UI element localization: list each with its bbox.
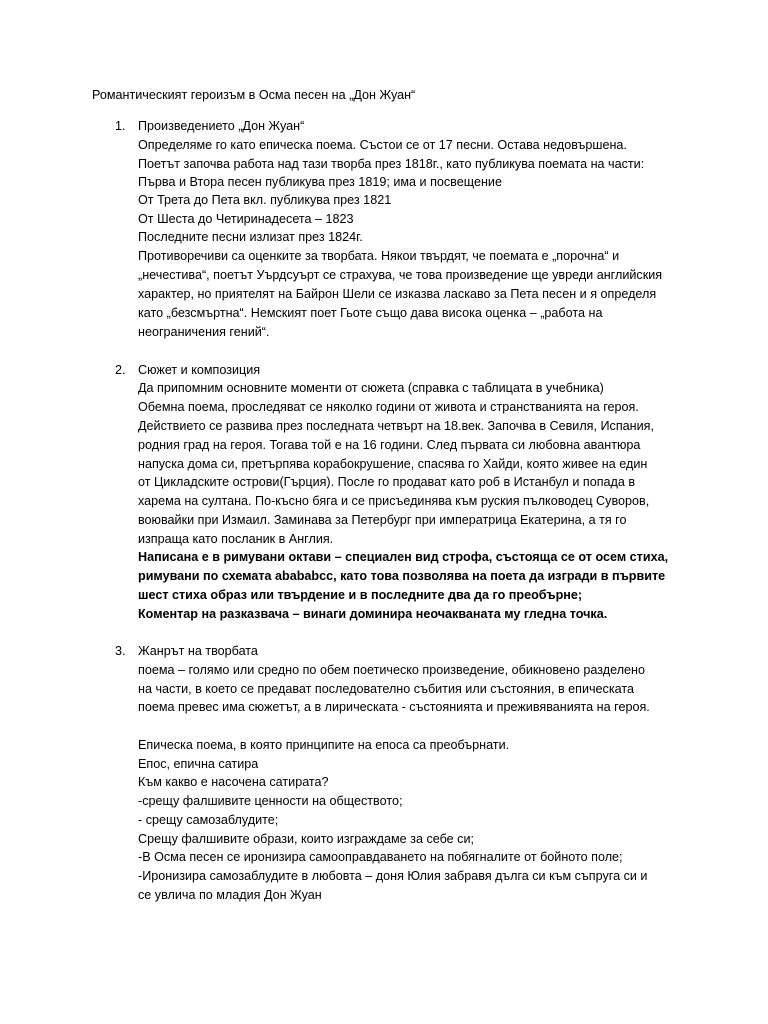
section-1-line: Противоречиви са оценките за творбата. Някои твърдят, че поемата е „порочна“ и [138,249,620,263]
section-3-extra-line: се увлича по младия Дон Жуан [138,888,322,902]
section-3-extra-line: Епос, епична сатира [138,757,259,771]
document-title: Романтическият героизъм в Осма песен на „Дон Жуан“ [92,88,416,102]
section-1-line: Определяме го като епическа поема. Състои се от 17 песни. Остава недовършена. [138,138,627,152]
section-2-line: воювайки при Измаил. Заминава за Петербург при императрица Екатерина, а тя го [138,513,627,527]
section-3-number: 3. [115,644,126,658]
section-3-line: на части, в което се предават последователно събития или състояния, в епическата [138,682,635,696]
section-1-line: характер, но приятелят на Байрон Шели се изказва ласкаво за Пета песен и я определя [138,287,657,301]
section-3-extra-line: Срещу фалшивите образи, които изграждаме за себе си; [138,832,475,846]
section-2-line: Да припомним основните моменти от сюжета (справка с таблицата в учебника) [138,381,604,395]
section-1-line: От Шеста до Четиринадесета – 1823 [138,212,354,226]
section-2-line: харема на султана. По-късно бяга и се присъединява към руския пълководец Суворов, [138,494,650,508]
section-2-line: Обемна поема, проследяват се няколко години от живота и странстванията на героя. [138,400,639,414]
section-1-line: неограничения гений“. [138,325,270,339]
section-1-line: Първа и Втора песен публикува през 1819; има и посвещение [138,175,502,189]
section-3-line: поема – голямо или средно по обем поетическо произведение, обикновено разделено [138,663,646,677]
section-2-line: родния град на героя. Тогава той е на 16 години. След първата си любовна авантюра [138,438,641,452]
section-1-line: Последните песни излизат през 1824г. [138,230,363,244]
section-1-line: „нечестива“, поетът Уърдсуърт се страхува, че това произведение ще увреди английския [138,268,663,282]
section-1-line: като „безсмъртна“. Немският поет Гьоте също дава висока оценка – „работа на [138,306,603,320]
section-2-heading: Сюжет и композиция [138,363,261,377]
section-2-line: изпраща като посланик в Англия. [138,532,334,546]
section-3-extra-line: Епическа поема, в която принципите на епоса са преобърнати. [138,738,510,752]
section-1-line: Поетът започва работа над тази творба през 1818г., като публикува поемата на части: [138,157,645,171]
section-1-line: От Трета до Пета вкл. публикува през 1821 [138,193,392,207]
section-2-number: 2. [115,363,126,377]
section-3-heading: Жанрът на творбата [138,644,258,658]
section-1-number: 1. [115,119,126,133]
section-2-bold-line: шест стиха образ или твърдение и в последните два да го преобърне; [138,588,583,602]
section-3-line: поема превес има сюжетът, а в лирическата - състоянията и преживяванията на героя. [138,700,650,714]
section-2-bold-line: Коментар на разказвача – винаги доминира неочакваната му гледна точка. [138,607,608,621]
section-2-bold-line: римувани по схемата abababcc, като това позволява на поета да изгради в първите [138,569,666,583]
section-2-line: Действието се развива през последната четвърт на 18.век. Започва в Севиля, Испания, [138,419,654,433]
section-2-line: напуска дома си, претърпява корабокрушение, спасява го Хайди, която живее на един [138,457,648,471]
section-3-extra-line: Към какво е насочена сатирата? [138,775,329,789]
section-3-extra-line: - срещу самозаблудите; [138,813,279,827]
section-3-extra-line: -Иронизира самозаблудите в любовта – доня Юлия забравя дълга си към съпруга си и [138,869,648,883]
section-3-extra-line: -В Осма песен се иронизира самооправдаването на побягналите от бойното поле; [138,850,623,864]
section-1-heading: Произведението „Дон Жуан“ [138,119,305,133]
section-2-bold-line: Написана е в римувани октави – специален вид строфа, състояща се от осем стиха, [138,550,669,564]
section-2-line: от Цикладските острови(Гърция). После го продават като роб в Истанбул и попада в [138,475,636,489]
section-3-extra-line: -срещу фалшивите ценности на обществото; [138,794,403,808]
